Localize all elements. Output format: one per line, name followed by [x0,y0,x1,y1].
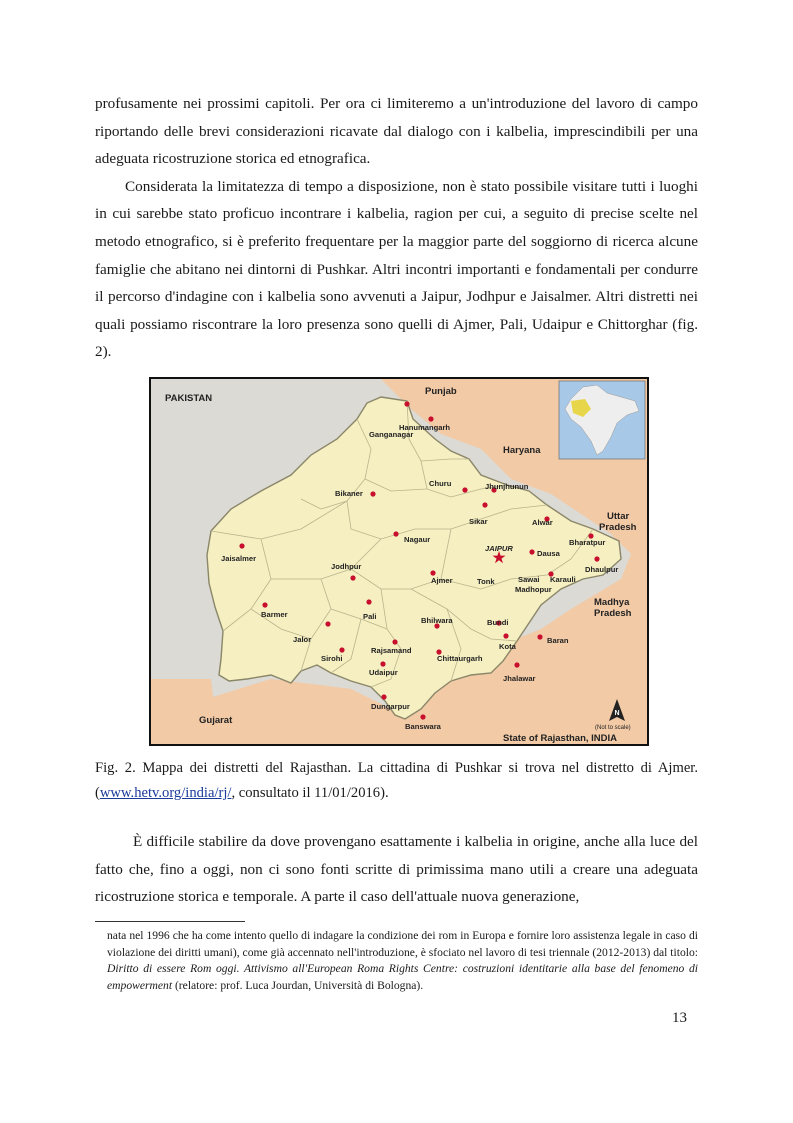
dot-bikaner [370,491,375,496]
paragraph-1: profusamente nei prossimi capitoli. Per ora ci limiteremo a un'introduzione del lavoro di campo riportando delle brevi considerazioni ricavate dal dialogo con i kalbelia, imprescindibili per una adeguata ricostruzione storica ed etnografica. [95,95,698,168]
label-sikar: Sikar [469,517,488,526]
label-rajsamand: Rajsamand [371,646,412,655]
footnote [107,928,698,994]
label-pakistan: PAKISTAN [165,393,213,404]
label-hanumangarh: Hanumangarh [399,423,451,432]
label-jodhpur: Jodhpur [331,562,362,571]
paragraph-3 [95,828,698,911]
paragraph-2-text: Considerata la limitatezza di tempo a disposizione, non è stato possibile visitare tutti i luoghi in cui sarebbe stato proficuo incontrare i kalbelia, ragion per cui, a seguito di precise scelte nel metodo etnografico, si è preferito frequentare per la maggior parte del soggiorno di ricerca alcune famiglie che abitano nei dintorni di Pushkar. Altri incontri importanti e fondamentali per condurre il percorso d'indagine con i kalbelia sono avvenuti a Jaipur, Jodhpur e Jaisalmer. Altri distretti nei quali possiamo riscontrare la loro presenza sono quelli di Ajmer, Pali, Udaipur e Chittorghar (fig. 2). [95,177,698,361]
dot-sirohi [339,647,344,652]
label-sawai: Sawai [518,575,540,584]
dot-ganganagar [404,401,409,406]
label-jaisalmer: Jaisalmer [221,554,257,563]
label-dhaulpur: Dhaulpur [585,565,619,574]
label-banswara: Banswara [405,722,441,731]
footnote-text-2: (relatore: prof. Luca Jourdan, Università di Bologna). [172,978,424,992]
footnote-text-1: nata nel 1996 che ha come intento quello di indagare la condizione dei rom in Europa e fornire loro assistenza legale in caso di violazione dei diritti umani), come già accennato nell'introduzione, è sfociato nel lavoro di tesi triennale (2012-2013) dal titolo: [107,929,698,959]
label-bharatpur: Bharatpur [569,538,606,547]
dot-dausa [529,549,534,554]
label-punjab: Punjab [425,386,457,397]
label-ajmer: Ajmer [431,576,453,585]
label-madhya: Madhya [594,597,630,608]
dot-ajmer [430,570,435,575]
label-sirohi: Sirohi [321,654,343,663]
dot-pali [366,599,371,604]
dot-jhalawar [514,662,519,667]
not-to-scale-note: (Not to scale) [595,725,631,731]
dot-churu [462,487,467,492]
label-jhalawar: Jhalawar [503,674,536,683]
india-inset-map [559,381,645,459]
footnote-italic-title: Diritto di essere Rom oggi. Attivismo all'European Roma Rights Centre: costruzioni identitarie alla base del fenomeno di empowerment [107,962,698,992]
label-bhilwara: Bhilwara [421,616,453,625]
north-letter: N [614,710,620,717]
rajasthan-map [149,377,649,746]
label-ganganagar: Ganganagar [369,430,414,439]
label-udaipur: Udaipur [369,668,398,677]
dot-banswara [420,714,425,719]
label-pali: Pali [363,612,377,621]
label-alwar: Alwar [532,518,553,527]
label-baran: Baran [547,636,569,645]
label-karauli: Karauli [550,575,576,584]
footnote-separator [95,921,245,922]
label-madhya-pradesh: Pradesh [594,608,632,619]
label-gujarat: Gujarat [199,715,233,726]
paragraph-3-block [95,828,698,911]
label-haryana: Haryana [503,445,541,456]
label-tonk: Tonk [477,577,495,586]
label-chittaurgarh: Chittaurgarh [437,654,483,663]
dot-barmer [262,602,267,607]
caption-after-link: , consultato il 11/01/2016). [231,785,389,801]
dot-jaisalmer [239,543,244,548]
dot-kota [503,633,508,638]
dot-dungarpur [381,694,386,699]
caption-text: Fig. 2. Mappa dei distretti del Rajasthan. La cittadina di Pushkar si trova nel distretto di Ajmer. ( [95,760,698,801]
label-uttar: Uttar [607,511,630,522]
dot-baran [537,634,542,639]
label-jaipur: JAIPUR [485,544,513,553]
dot-jalor [325,621,330,626]
page-number: 13 [672,1010,687,1026]
label-jhunjhunun: Jhunjhunun [485,482,529,491]
dot-jodhpur [350,575,355,580]
paragraph-3-text: È difficile stabilire da dove provengano esattamente i kalbelia in origine, anche alla luce del fatto che, fino a oggi, non ci sono fonti scritte di primissima mano utili a creare una adeguata ricostruzione storica e temporale. A parte il caso dell'attuale nuova generazione, [95,833,698,906]
dot-nagaur [393,531,398,536]
label-jalor: Jalor [293,635,312,644]
label-nagaur: Nagaur [404,535,431,544]
label-barmer: Barmer [261,610,288,619]
label-bundi: Bundi [487,618,509,627]
label-bikaner: Bikaner [335,489,363,498]
figure-caption [95,756,698,806]
page-body [95,90,698,366]
label-kota: Kota [499,642,516,651]
caption-link[interactable]: www.hetv.org/india/rj/ [99,785,232,801]
dot-hanumangarh [428,416,433,421]
dot-dhaulpur [594,556,599,561]
dot-udaipur [380,661,385,666]
dot-rajsamand [392,639,397,644]
label-churu: Churu [429,479,452,488]
map-title: State of Rajasthan, INDIA [503,733,618,744]
label-uttar-pradesh: Pradesh [599,522,637,533]
label-dungarpur: Dungarpur [371,702,410,711]
label-dausa: Dausa [537,549,560,558]
label-sawai-madhopur: Madhopur [515,585,552,594]
paragraph-2 [95,173,698,366]
dot-sikar [482,502,487,507]
